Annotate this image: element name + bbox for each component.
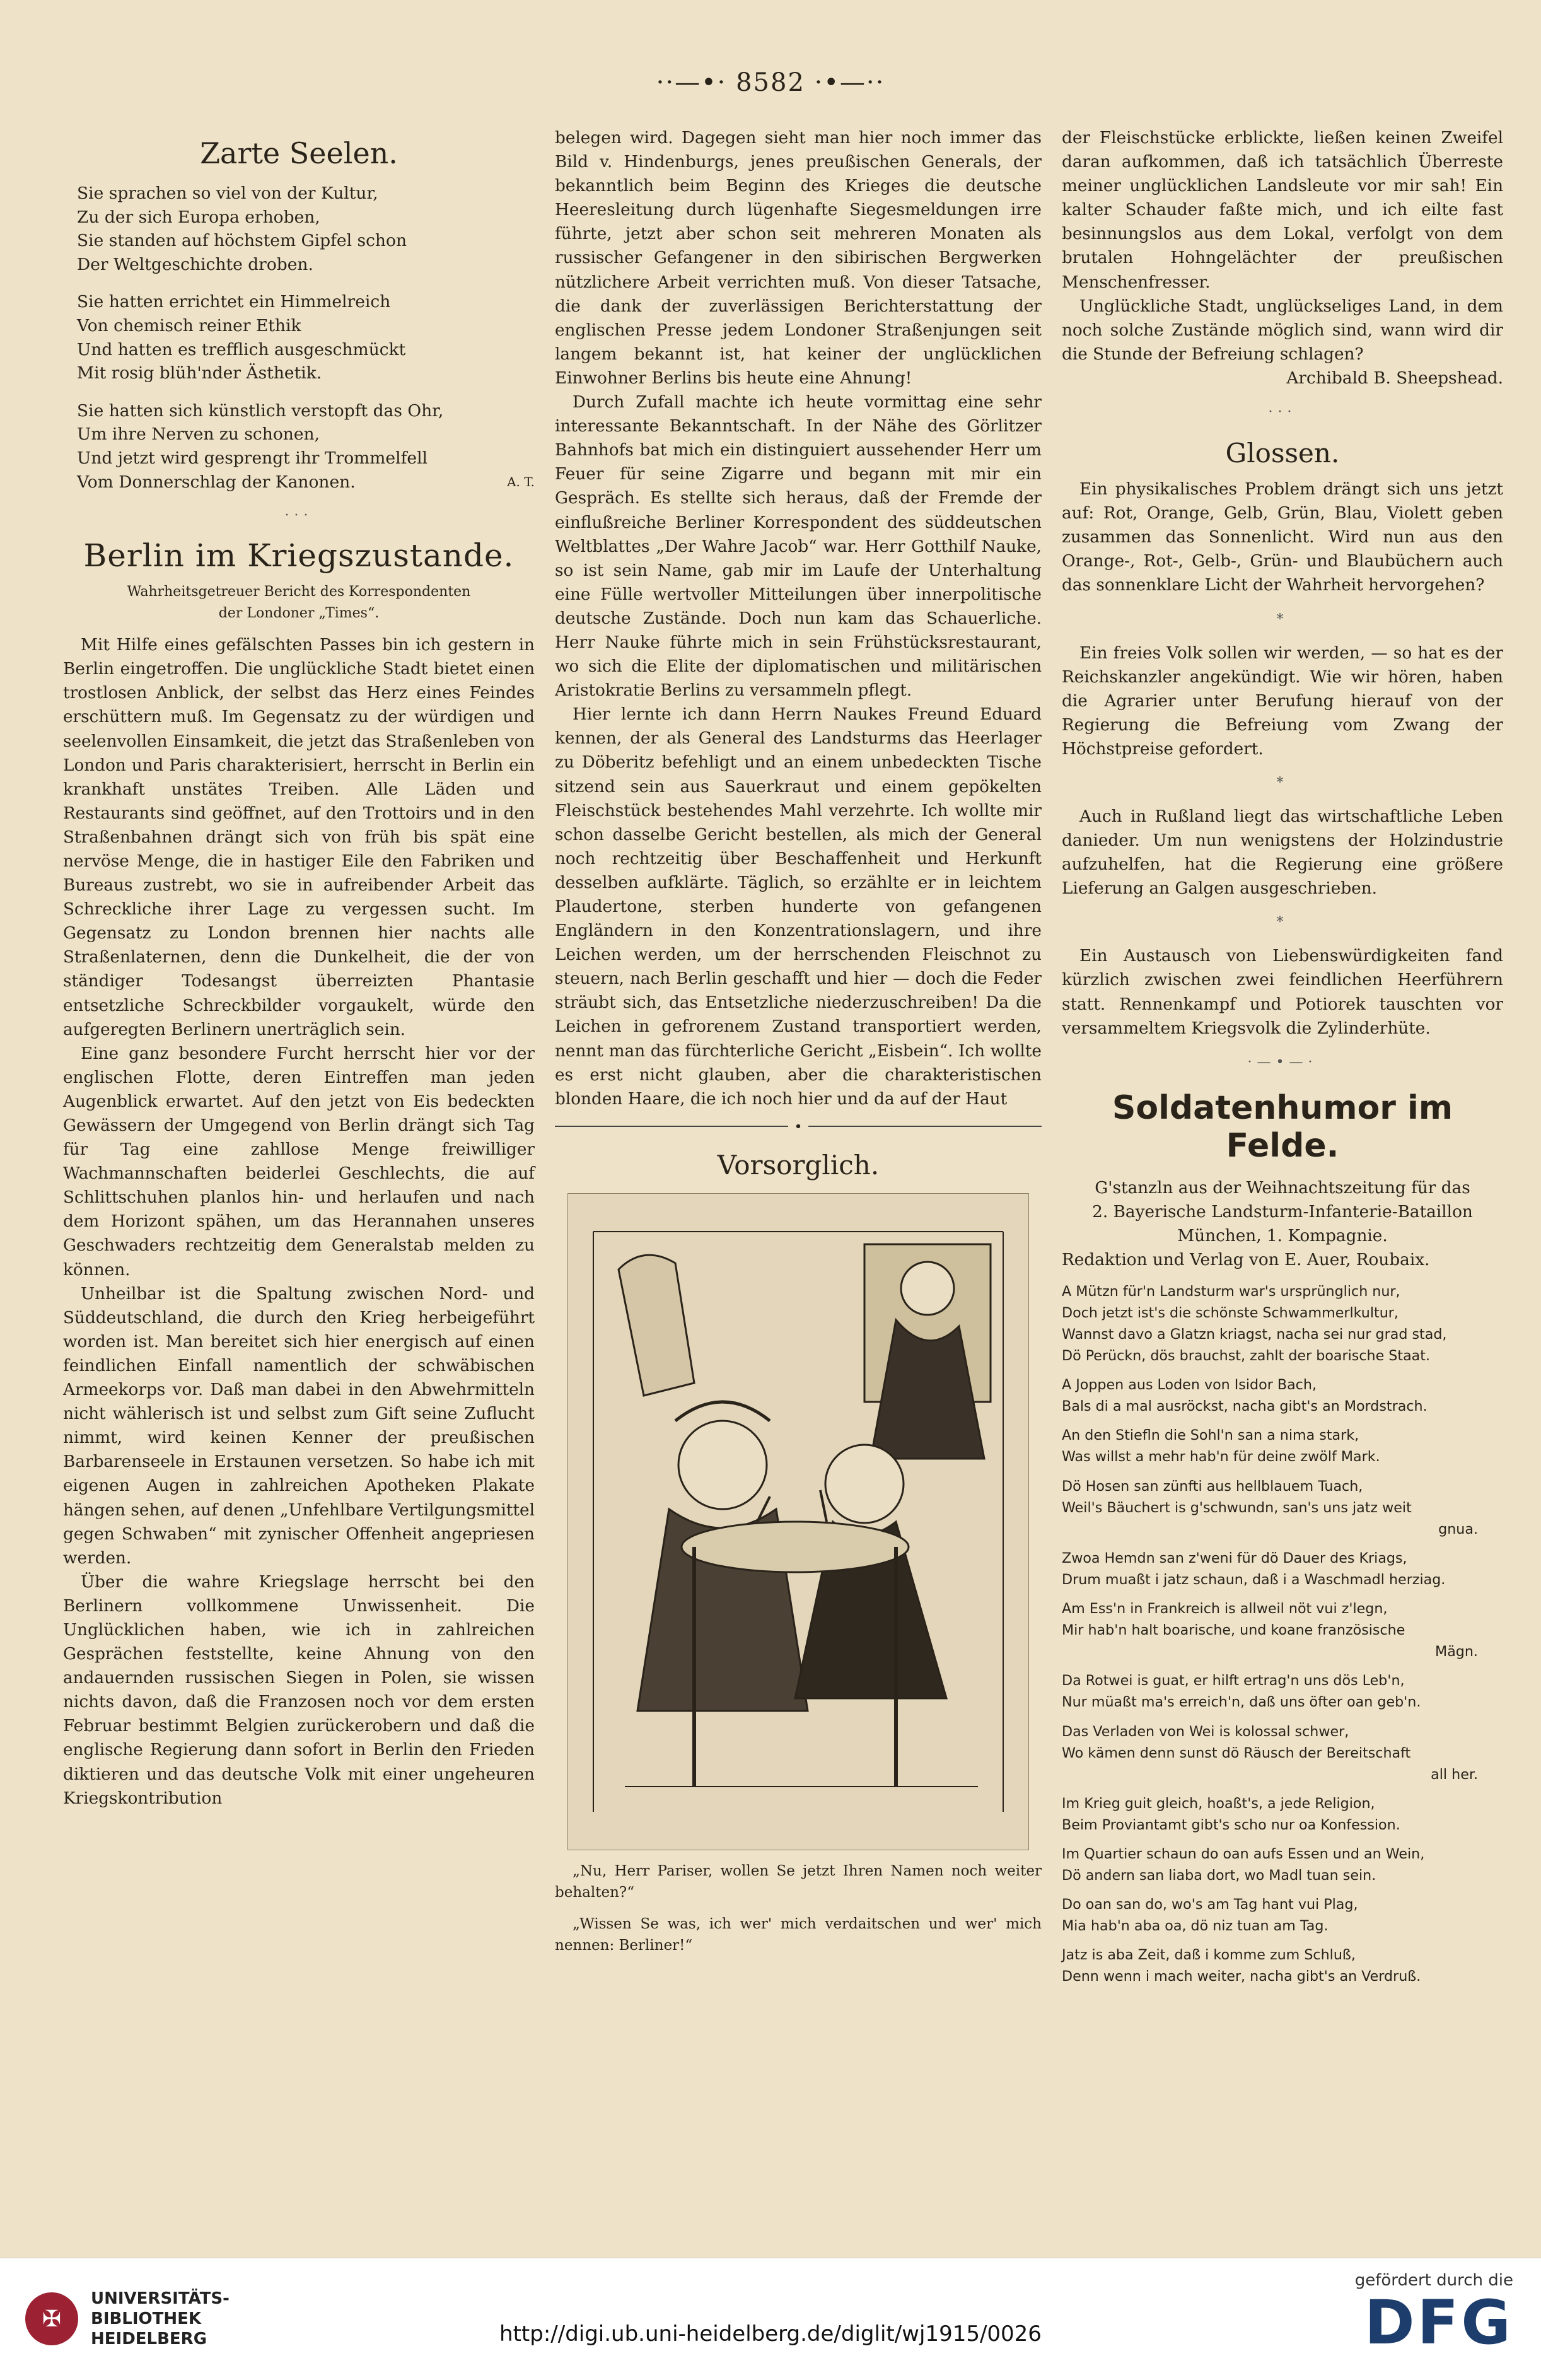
article-subtitle (63, 581, 535, 624)
verse-line: Von chemisch reiner Ethik (77, 315, 301, 335)
poem-stanza (77, 290, 535, 385)
song-line: Weil's Bäuchert is g'schwundn, san's uns jatz weit (1062, 1499, 1412, 1516)
verse-line: Und jetzt wird gesprengt ihr Trommelfell (77, 448, 428, 468)
article-paragraph: der Fleischstücke erblickte, ließen keinen Zweifel daran aufkommen, daß ich tatsächlich Überreste meiner unglücklichen Landsleute vor mir sah! Ein kalter Schauder faßte mich, und ich eilte fast besinnungslos aus dem Lokal, verfolgt von dem brutalen Hohngelächter der preußischen Menschenfresser. (1062, 129, 1503, 292)
verse-line: Sie hatten errichtet ein Himmelreich (77, 292, 391, 312)
song-line: Das Verladen von Wei is kolossal schwer, (1062, 1723, 1349, 1740)
poem-signature: A. T. (507, 474, 535, 489)
song-verse (1062, 1944, 1503, 1987)
section-separator: ··· (1268, 404, 1297, 421)
article-paragraph: Unheilbar ist die Spaltung zwischen Nord- und Süddeutschland, die durch den Krieg herbeigeführt worden ist. Man bereitet sich hier energisch auf einen feindlichen Einfall namentlich der schwäbischen Armeekorps vor. Daß man dabei in den Abwehrmitteln nicht wählerisch ist und selbst zum Gift seine Zuflucht nimmt, wird keinen Kenner der preußischen Barbarenseele in Erstaunen versetzen. So habe ich mit eigenen Augen in zahlreichen Apotheken Plakate hängen sehen, auf denen „Unfehlbare Vertilgungsmittel gegen Schwaben“ mit zynischer Offenheit angepriesen werden. (63, 1284, 535, 1568)
verse-line: Um ihre Nerven zu schonen, (77, 424, 320, 445)
song-verse (1062, 1843, 1503, 1886)
item-separator: * (1276, 774, 1289, 791)
subtitle-line: der Londoner „Times“. (218, 605, 380, 622)
song-line: Mägn. (1435, 1643, 1478, 1660)
verse-line: Sie hatten sich künstlich verstopft das Ohr, (77, 400, 444, 421)
soldaten-title: Soldatenhumor im Felde. (1112, 1088, 1453, 1165)
song-line: Im Krieg guit gleich, hoaßt's, a jede Religion, (1062, 1795, 1375, 1812)
song-line: An den Stiefln die Sohl'n san a nima stark, (1062, 1427, 1359, 1444)
item-separator: * (1276, 914, 1289, 931)
song-verse (1062, 1374, 1503, 1417)
intro-line: 2. Bayerische Landsturm-Infanterie-Bataillon (1092, 1202, 1473, 1222)
poem-stanza (77, 399, 535, 494)
column-3 (1062, 126, 1503, 1995)
gloss-item: Ein freies Volk sollen wir werden, — so hat es der Reichskanzler angekündigt. Wie wir hören, haben die Agrarier unter Berufung hierauf von der Regierung die Befreiung vom Zwang der Höchstpreise gefordert. (1062, 643, 1503, 759)
song-line: all her. (1431, 1766, 1478, 1783)
library-name-line: HEIDELBERG (91, 2330, 207, 2348)
university-seal-icon: ✠ (25, 2292, 78, 2345)
song-verse (1062, 1281, 1503, 1367)
song-verse (1062, 1425, 1503, 1467)
song-verse (1062, 1598, 1503, 1662)
song-line: Drum muaßt i jatz schaun, daß i a Waschmadl herziag. (1062, 1571, 1446, 1588)
gloss-item: Ein physikalisches Problem drängt sich uns jetzt auf: Rot, Orange, Gelb, Grün, Blau, Violett geben zusammen das Sonnenlicht. Wird nun aus den Orange-, Rot-, Gelb-, Grün- und Blaubüchern auch das sonnenklare Licht der Wahrheit hervorgehen? (1062, 480, 1503, 595)
song-line: Nur müaßt ma's erreich'n, daß uns öfter oan geb'n. (1062, 1694, 1421, 1711)
article-paragraph: Hier lernte ich dann Herrn Naukes Freund Eduard kennen, der als General des Landsturms das Heerlager zu Döberitz befehligt und an einem unbedeckten Tische sitzend sein aus Sauerkraut und einem gepökelten Fleischstück bestehendes Mahl verzehrte. Ich wollte mir schon dasselbe Gericht bestellen, als mich der General noch rechtzeitig über Beschaffenheit und Herkunft desselben aufklärte. Täglich, so erzählte er in leichtem Plaudertone, sterben hunderte von gefangenen Engländern in den Konzentrationslagern, und ihre Leichen werden, um der herrschenden Fleischnot zu steuern, nach Berlin geschafft und hier — doch die Feder sträubt sich, das Entsetzliche niederzuschreiben! Da die Leichen in gefrorenem Zustand transportiert werden, nennt man das fürchterliche Gericht „Eisbein“. Ich wollte es erst nicht glauben, aber die charakteristischen blonden Haare, die ich noch hier und da auf der Haut (555, 705, 1042, 1109)
verse-line-with-sign (77, 470, 535, 494)
song-line: Am Ess'n in Frankreich is allweil nöt vui z'legn, (1062, 1601, 1388, 1618)
page-number: ··—•· 8582 ·•—·· (656, 68, 885, 97)
song-line: Zwoa Hemdn san z'weni für dö Dauer des Kriags, (1062, 1549, 1407, 1566)
poem-stanza (77, 182, 535, 276)
song-verse (1062, 1793, 1503, 1836)
song-verse (1062, 1670, 1503, 1713)
song-line: Was willst a mehr hab'n für deine zwölf Mark. (1062, 1449, 1380, 1466)
article-paragraph: Mit Hilfe eines gefälschten Passes bin ich gestern in Berlin eingetroffen. Die unglückliche Stadt bietet einen trostlosen Anblick, der selbst das Herz eines Feindes erschüttern muß. Im Gegensatz zu der würdigen und seelenvollen Einsamkeit, die jetzt das Straßenleben von London und Paris charakterisiert, herrscht in Berlin ein krankhaft unstätes Treiben. Alle Läden und Restaurants sind geöffnet, auf den Trottoirs und in den Straßenbahnen drängt sich von früh bis spät eine nervöse Menge, die in hastiger Eile den Fabriken und Bureaus zustrebt, wo sie in aufreibender Arbeit das Schreckliche ihrer Lage zu vergessen sucht. Im Gegensatz zu London brennen hier nachts alle Straßenlaternen, denn die Dunkelheit, die der von ständiger Todesangst überreizten Phantasie entsetzliche Schreckbilder vorgaukelt, würde den aufgeregten Berlinern unerträglich sein. (63, 636, 535, 1039)
section-divider: • (555, 1120, 1042, 1133)
section-separator: ··· (284, 508, 313, 524)
song-line: Dö Hosen san zünfti aus hellblauem Tuach, (1062, 1478, 1363, 1495)
song-verse (1062, 1476, 1503, 1540)
verse-line: Sie standen auf höchstem Gipfel schon (77, 231, 407, 251)
article-signature: Archibald B. Sheepshead. (1286, 368, 1503, 388)
song-line: gnua. (1438, 1520, 1478, 1537)
verse-line: Der Weltgeschichte droben. (77, 254, 313, 274)
library-name-line: BIBLIOTHEK (91, 2309, 202, 2328)
verse-line: Sie sprachen so viel von der Kultur, (77, 184, 378, 203)
song-line: Im Quartier schaun do oan aufs Essen und an Wein, (1062, 1845, 1425, 1862)
verse-line: Und hatten es trefflich ausgeschmückt (77, 339, 406, 359)
dfg-logo[interactable] (1354, 2271, 1513, 2358)
song-line: Dö Perückn, dös brauchst, zahlt der boarische Staat. (1062, 1348, 1431, 1365)
poem-title: Zarte Seelen. (200, 136, 398, 170)
soldaten-redaktion: Redaktion und Verlag von E. Auer, Roubaix. (1062, 1250, 1430, 1269)
song-line: Beim Proviantamt gibt's scho nur oa Konfession. (1062, 1816, 1400, 1833)
library-name-line: UNIVERSITÄTS- (91, 2289, 230, 2308)
cartoon-title: Vorsorglich. (717, 1149, 880, 1181)
cartoon-caption: „Wissen Se was, ich wer' mich verdaitschen und wer' mich nennen: Berliner!“ (555, 1915, 1042, 1954)
cartoon-illustration (567, 1193, 1029, 1850)
column-2 (555, 126, 1042, 1956)
song-verse (1062, 1894, 1503, 1937)
verse-line: Zu der sich Europa erhoben, (77, 207, 320, 227)
cartoon-caption: „Nu, Herr Pariser, wollen Se jetzt Ihren Namen noch weiter behalten?“ (555, 1862, 1042, 1901)
song-verse (1062, 1548, 1503, 1590)
article-title: Berlin im Kriegszustande. (83, 537, 515, 575)
song-line: Dö andern san liaba dort, wo Madl tuan sein. (1062, 1867, 1376, 1884)
gloss-item: Auch in Rußland liegt das wirtschaftliche Leben danieder. Um nun wenigstens der Holzindustrie aufzuhelfen, hat die Regierung eine größere Lieferung an Galgen ausgeschrieben. (1062, 807, 1503, 899)
dfg-wordmark: DFG (1364, 2287, 1513, 2358)
article-paragraph: Durch Zufall machte ich heute vormittag eine sehr interessante Bekanntschaft. In der Nähe des Görlitzer Bahnhofs bat mich ein distinguiert aussehender Herr um Feuer für seine Zigarre und begann mit mir ein Gespräch. Es stellte sich heraus, daß der Fremde der einflußreiche Berliner Korrespondent des süddeutschen Weltblattes „Der Wahre Jacob“ war. Herr Gotthilf Nauke, so ist sein Name, gab mir im Laufe der Unterhaltung eine Fülle wertvoller Mitteilungen über innerpolitische deutsche Zustände. Doch nun kam das Schauerliche. Herr Nauke führte mich in sein Frühstücksrestaurant, wo sich die Elite der diplomatischen und militärischen Aristokratie Berlins zu versammeln pflegt. (555, 393, 1042, 701)
soldaten-intro (1062, 1176, 1503, 1248)
song-line: Wo kämen denn sunst dö Räusch der Bereitschaft (1062, 1744, 1411, 1761)
article-paragraph: belegen wird. Dagegen sieht man hier noch immer das Bild v. Hindenburgs, jenes preußischen Generals, der bekanntlich beim Beginn des Krieges die deutsche Heeresleitung durch lügenhafte Siegesmeldungen irre führte, jetzt aber schon seit mehreren Monaten als russischer Gefangener in den sibirischen Bergwerken nützlichere Arbeit verrichten muß. Von dieser Tatsache, die dank der zuverlässigen Berichterstattung der englischen Presse jedem Londoner Straßenjungen seit langem bekannt ist, hat keiner der unglücklichen Einwohner Berlins bis heute eine Ahnung! (555, 129, 1042, 388)
gloss-item: Ein Austausch von Liebenswürdigkeiten fand kürzlich zwischen zwei feindlichen Heerführern statt. Rennenkampf und Potiorek tauschten vor versammeltem Kriegsvolk die Zylinderhüte. (1062, 947, 1503, 1038)
song-line: A Joppen aus Loden von Isidor Bach, (1062, 1377, 1317, 1394)
song-line: Doch jetzt ist's die schönste Schwammerlkultur, (1062, 1304, 1399, 1321)
song-line: A Mützn für'n Landsturm war's ursprünglich nur, (1062, 1283, 1400, 1300)
permalink-url[interactable]: http://digi.ub.uni-heidelberg.de/diglit/wj1915/0026 (499, 2321, 1042, 2347)
item-separator: * (1276, 611, 1289, 627)
cartoon-drawing (568, 1194, 1028, 1850)
column-1 (63, 126, 535, 1811)
song-line: Do oan san do, wo's am Tag hant vui Plag, (1062, 1896, 1358, 1913)
intro-line: München, 1. Kompagnie. (1177, 1226, 1388, 1245)
section-separator: ·—•—· (1247, 1054, 1318, 1070)
song-line: Denn wenn i mach weiter, nacha gibt's an Verdruß. (1062, 1968, 1421, 1985)
intro-line: G'stanzln aus der Weihnachtszeitung für das (1095, 1178, 1470, 1198)
page-number-text: 8582 (736, 68, 805, 97)
song-line: Jatz is aba Zeit, daß i komme zum Schluß, (1062, 1947, 1356, 1964)
article-paragraph: Eine ganz besondere Furcht herrscht hier vor der englischen Flotte, deren Eintreffen man jeden Augenblick erwartet. Auf den jetzt von Eis bedeckten Gewässern der Umgegend von Berlin drängt sich Tag für Tag eine zahllose Menge freiwilliger Wachmannschaften beiderlei Geschlechts, die auf Schlittschuhen planlos hin- und herlaufen und nach dem Horizont spähen, um das Herannahen unseres Geschwaders rechtzeitig dem Generalstab melden zu können. (63, 1044, 535, 1280)
verse-line: Mit rosig blüh'nder Ästhetik. (77, 363, 322, 383)
glossen-title: Glossen. (1225, 438, 1340, 469)
song-verse (1062, 1721, 1503, 1785)
article-paragraph: Über die wahre Kriegslage herrscht bei den Berlinern vollkommene Unwissenheit. Die Unglücklichen haben, wie ich in zahlreichen Gesprächen feststellte, keine Ahnung von den andauernden russischen Siegen in Polen, sie wissen nichts davon, daß die Franzosen noch vor dem ersten Februar bestimmt Belgien zurückerobern und daß die englische Regierung dann sofort in Berlin den Frieden diktieren und das deutsche Volk mit einer ungeheuren Kriegskontribution (63, 1572, 535, 1808)
song-line: Mir hab'n halt boarische, und koane französische (1062, 1622, 1405, 1639)
song-line: Mia hab'n aba oa, dö niz tuan am Tag. (1062, 1918, 1329, 1935)
article-paragraph: Unglückliche Stadt, unglückseliges Land, in dem noch solche Zustände möglich sind, wann wird dir die Stunde der Befreiung schlagen? (1062, 296, 1503, 364)
song-line: Wannst davo a Glatzn kriagst, nacha sei nur grad stad, (1062, 1326, 1447, 1343)
song-line: Da Rotwei is guat, er hilft ertrag'n uns dös Leb'n, (1062, 1672, 1405, 1689)
subtitle-line: Wahrheitsgetreuer Bericht des Korrespondenten (127, 584, 471, 600)
viewer-footer (0, 2258, 1541, 2380)
song-line: Bals di a mal ausröckst, nacha gibt's an Mordstrach. (1062, 1398, 1428, 1415)
funded-by-label: gefördert durch die (1354, 2271, 1513, 2290)
verse-line: Vom Donnerschlag der Kanonen. (77, 472, 356, 492)
